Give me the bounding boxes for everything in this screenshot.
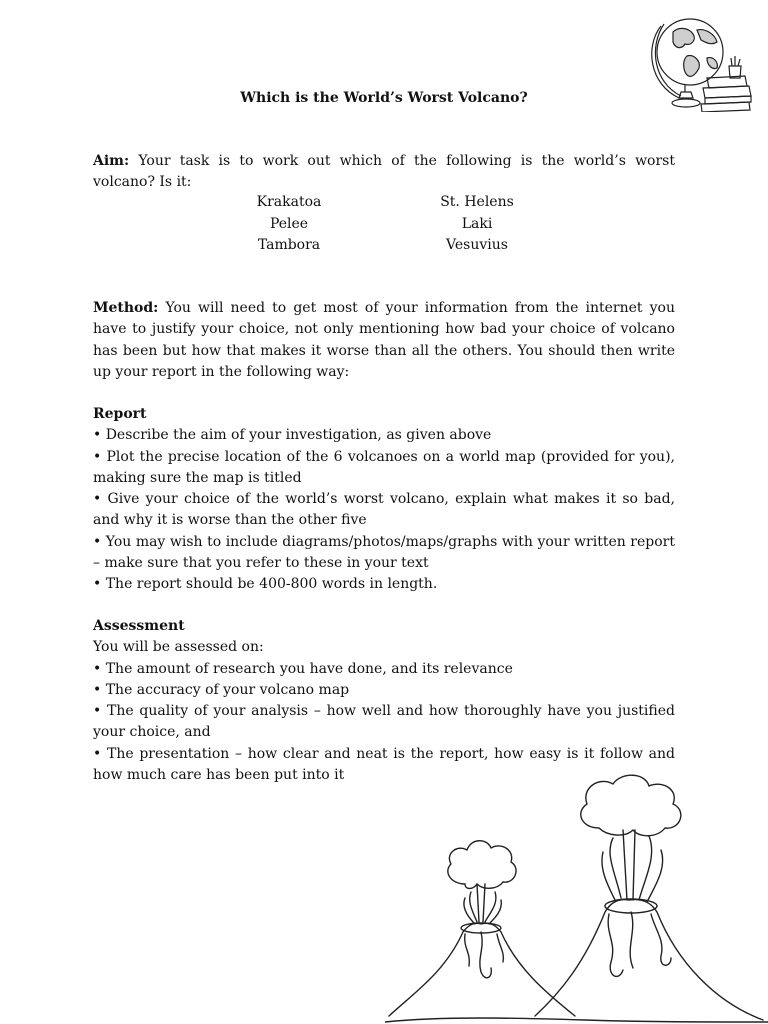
report-item: • Plot the precise location of the 6 volcanoes on a world map (provided for you), making sure the map is titled xyxy=(93,448,675,486)
assessment-heading: Assessment xyxy=(93,618,185,634)
assessment-intro: You will be assessed on: xyxy=(93,639,264,656)
assessment-item: • The quality of your analysis – how well and how thoroughly have you justified your choice, and xyxy=(93,703,675,741)
assessment-item: • The amount of research you have done, and its relevance xyxy=(93,660,513,677)
report-section xyxy=(93,404,675,596)
report-item: • The report should be 400-800 words in length. xyxy=(93,576,438,593)
method-label: Method: xyxy=(93,300,159,316)
volcano-name: Tambora xyxy=(257,237,321,253)
aim-text: Your task is to work out which of the following is the world’s worst volcano? Is it: xyxy=(93,153,675,191)
method-text: You will need to get most of your information from the internet you have to justify your choice, not only mentioning how bad your choice of volcano has been but how that makes it worse than all the others. You should then write up your report in the following way: xyxy=(93,300,675,380)
report-item: • Give your choice of the world’s worst volcano, explain what makes it so bad, and why it is worse than the other five xyxy=(93,491,675,529)
assessment-item: • The accuracy of your volcano map xyxy=(93,681,350,698)
document-title: Which is the World’s Worst Volcano? xyxy=(240,90,528,106)
assessment-section xyxy=(93,616,675,786)
volcano-name: Vesuvius xyxy=(446,237,508,253)
volcano-column-left xyxy=(229,192,349,257)
volcano-name: Laki xyxy=(461,215,493,232)
report-heading: Report xyxy=(93,406,147,422)
volcano-name: Krakatoa xyxy=(256,194,322,210)
report-item: • Describe the aim of your investigation, as given above xyxy=(93,427,492,444)
volcano-column-right xyxy=(417,192,537,257)
report-item: • You may wish to include diagrams/photos/maps/graphs with your written report – make sure that you refer to these in your text xyxy=(93,533,675,572)
aim-section xyxy=(93,151,675,194)
aim-label: Aim: xyxy=(93,153,130,169)
erupting-volcanoes-icon xyxy=(385,772,768,1024)
method-section xyxy=(93,298,675,383)
volcano-name: Pelee xyxy=(269,215,309,232)
volcano-name: St. Helens xyxy=(440,194,514,210)
assessment-item: • The presentation – how clear and neat is the report, how easy is it follow and how much care has been put into it xyxy=(93,745,675,784)
